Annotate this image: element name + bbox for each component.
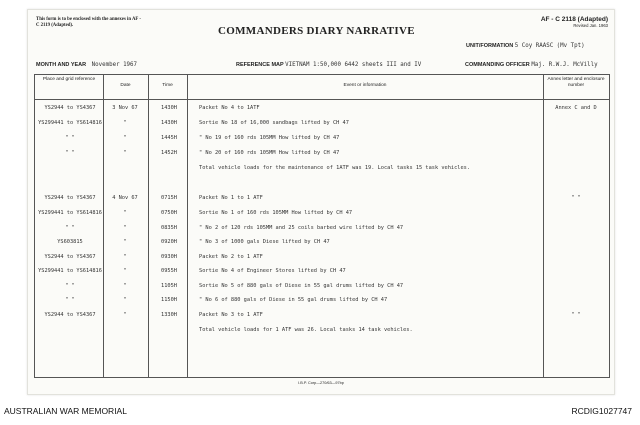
header-divider [35,99,609,100]
table-row [35,180,609,189]
officer-label: COMMANDING OFFICER [465,62,530,68]
month-field [36,62,137,68]
cell-event: Packet No 2 to 1 ATF [199,254,263,260]
col-header-event: Event or information [343,83,387,88]
cell-time: 0920H [161,239,177,245]
cell-place: YS299441 to YS614816 [38,210,102,216]
table-row [35,297,609,306]
table-row [35,120,609,129]
cell-event: Packet No 1 to 1 ATF [199,195,263,201]
cell-event: Sortie No 18 of 16,000 sandbags lifted by CH 47 [199,120,349,126]
cell-place: YS603815 [57,239,83,245]
cell-event: " No 3 of 1000 gals Diese lifted by CH 47 [199,239,330,245]
cell-date: " [123,283,127,289]
cell-place: YS2944 to YS4367 [44,254,96,260]
cell-date: " [123,312,127,318]
unit-field [466,43,585,49]
cell-time: 1445H [161,135,177,141]
cell-place: YS299441 to YS614816 [38,120,102,126]
diary-table [34,74,610,378]
cell-date: " [123,297,127,303]
table-row [35,312,609,321]
cell-event: Sortie No 4 of Engineer Stores lifted by CH 47 [199,268,346,274]
source-credit: AUSTRALIAN WAR MEMORIAL [4,406,127,416]
cell-event: Total vehicle loads for 1 ATF was 26. Local tasks 14 task vehicles. [199,327,413,333]
col-header-place: Place and grid reference [42,77,96,82]
col-header-annex: Annex letter and enclosure number [547,77,605,88]
table-row [35,225,609,234]
table-row [35,239,609,248]
cell-place: YS299441 to YS614816 [38,268,102,274]
table-row [35,150,609,159]
cell-date: " [123,225,127,231]
cell-time: 0750H [161,210,177,216]
table-row [35,105,609,114]
cell-place: " " [65,283,75,289]
printer-imprint: I.B.P. Corp—270/63—97bp [298,381,344,385]
table-row [35,165,609,174]
cell-time: 0835H [161,225,177,231]
form-revised: Revised Jan. 1963 [573,23,608,28]
refmap-value: VIETNAM 1:50,000 6442 sheets III and IV [285,62,422,68]
col-header-date: Date [120,83,131,88]
table-row [35,135,609,144]
image-id: RCDIG1027747 [571,406,632,416]
enclosure-note: This form is to be enclosed with the annexes in AF - C 2119 (Adapted). [36,17,141,28]
cell-date: " [123,120,127,126]
cell-event: " No 20 of 160 rds 105MM How lifted by CH 47 [199,150,340,156]
cell-date: " [123,268,127,274]
table-row [35,195,609,204]
cell-time: 0715H [161,195,177,201]
cell-event: " No 19 of 160 rds 105MM How lifted by CH 47 [199,135,340,141]
cell-time: 1330H [161,312,177,318]
cell-event: " No 2 of 120 rds 105MM and 25 coils barbed wire lifted by CH 47 [199,225,404,231]
cell-time: 1150H [161,297,177,303]
table-row [35,283,609,292]
cell-annex: " " [571,312,581,318]
cell-annex: Annex C and D [555,105,597,111]
cell-date: " [123,150,127,156]
cell-date: " [123,135,127,141]
cell-date: " [123,254,127,260]
cell-date: 4 Nov 67 [112,195,138,201]
officer-field [465,62,598,68]
cell-time: 1105H [161,283,177,289]
cell-date: " [123,239,127,245]
table-row [35,327,609,336]
unit-value: 5 Coy RAASC (Mv Tpt) [514,43,585,49]
unit-label: UNIT/FORMATION [466,43,514,49]
cell-event: Packet No 3 to 1 ATF [199,312,263,318]
refmap-field [236,62,421,68]
cell-time: 0930H [161,254,177,260]
page-title: COMMANDERS DIARY NARRATIVE [218,25,415,37]
cell-place: YS2944 to YS4367 [44,312,96,318]
cell-event: Sortie No 1 of 160 rds 105MM How lifted by CH 47 [199,210,353,216]
cell-time: 1430H [161,120,177,126]
cell-time: 1430H [161,105,177,111]
table-row [35,210,609,219]
cell-place: " " [65,150,75,156]
cell-place: YS2944 to YS4367 [44,195,96,201]
cell-place: " " [65,135,75,141]
cell-event: Total vehicle loads for the maintenance of 1ATF was 19. Local tasks 15 task vehicles. [199,165,471,171]
form-id: AF - C 2118 (Adapted) [540,16,608,23]
cell-date: 3 Nov 67 [112,105,138,111]
cell-place: YS2944 to YS4367 [44,105,96,111]
cell-time: 1452H [161,150,177,156]
col-header-time: Time [162,83,173,88]
month-label: MONTH AND YEAR [36,62,87,68]
cell-place: " " [65,225,75,231]
cell-event: Packet No 4 to 1ATF [199,105,260,111]
cell-event: Sortie No 5 of 880 gals of Diese in 55 gal drums lifted by CH 47 [199,283,404,289]
month-value: November 1967 [91,62,138,68]
form-id-block [541,16,608,28]
cell-date: " [123,210,127,216]
cell-place: " " [65,297,75,303]
cell-event: " No 6 of 880 gals of Diese in 55 gal drums lifted by CH 47 [199,297,388,303]
diary-sheet [27,9,615,395]
officer-value: Maj. R.W.J. McVilly [531,62,598,68]
table-row [35,254,609,263]
cell-time: 0955H [161,268,177,274]
cell-annex: " " [571,195,581,201]
table-row [35,268,609,277]
refmap-label: REFERENCE MAP [236,62,284,68]
